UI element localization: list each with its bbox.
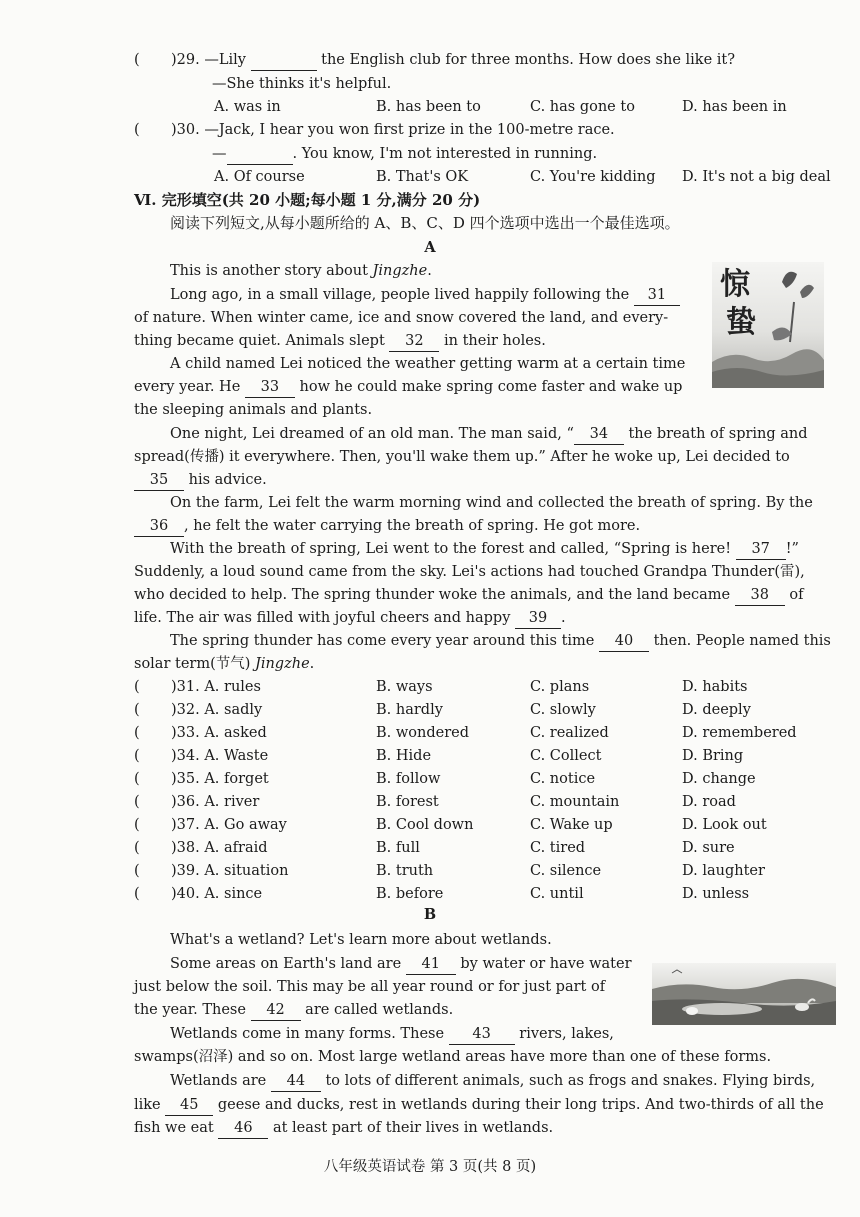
passage-b-line-4 xyxy=(134,1000,453,1021)
choice-option-d: D. deeply xyxy=(682,702,751,718)
passage-a-label: A xyxy=(424,239,436,256)
text: thing became quiet. Animals slept xyxy=(134,333,385,349)
page-footer: 八年级英语试卷 第 3 页(共 8 页) xyxy=(323,1159,537,1175)
text: who decided to help. The spring thunder woke the animals, and the land became xyxy=(134,587,731,603)
q30-option-a: A. Of course xyxy=(214,169,305,185)
choice-option-c: C. Wake up xyxy=(530,817,613,833)
q29-option-b: B. has been to xyxy=(376,99,481,115)
passage-a-line-2 xyxy=(170,285,680,306)
choice-option-a: )34. A. Waste xyxy=(171,748,269,764)
choice-paren: ( xyxy=(134,725,140,741)
choice-option-a: )38. A. afraid xyxy=(171,840,268,856)
q30-option-b: B. That's OK xyxy=(376,169,469,185)
choice-option-b: B. full xyxy=(376,840,420,856)
text: life. The air was filled with joyful cheers and happy xyxy=(134,610,511,626)
choice-option-b: B. forest xyxy=(376,794,439,810)
section-instruction: 阅读下列短文,从每小题所给的 A、B、C、D 四个选项中选出一个最佳选项。 xyxy=(170,214,680,232)
jingzhe-char-2: 蛰 xyxy=(726,305,756,340)
choice-option-d: D. Look out xyxy=(682,817,767,833)
choice-option-c: C. slowly xyxy=(530,702,596,718)
passage-a-line-11: On the farm, Lei felt the warm morning wind and collected the breath of spring. By the xyxy=(170,495,813,511)
passage-b-line-9 xyxy=(134,1118,553,1139)
passage-a-line-8 xyxy=(170,424,808,445)
choice-option-c: C. realized xyxy=(530,725,609,741)
text: . xyxy=(561,610,566,626)
passage-a-line-17 xyxy=(170,631,831,652)
passage-a-line-12 xyxy=(134,516,640,537)
choice-paren: ( xyxy=(134,840,140,856)
blank-44: 44 xyxy=(271,1071,321,1092)
text: how he could make spring come faster and wake up xyxy=(299,379,683,395)
jingzhe-illustration xyxy=(712,262,824,388)
choice-option-c: C. Collect xyxy=(530,748,602,764)
blank-36: 36 xyxy=(134,516,184,537)
passage-a-line-13 xyxy=(170,539,799,560)
text: to lots of different animals, such as frogs and snakes. Flying birds, xyxy=(325,1073,816,1089)
choice-option-c: C. tired xyxy=(530,840,586,856)
passage-b-line-3: just below the soil. This may be all year round or for just part of xyxy=(134,979,606,995)
choice-option-d: D. habits xyxy=(682,679,748,695)
choice-option-b: B. Cool down xyxy=(376,817,474,833)
text: of xyxy=(789,587,804,603)
choice-option-d: D. laughter xyxy=(682,863,765,879)
passage-a-line-1 xyxy=(170,261,432,281)
choice-option-b: B. ways xyxy=(376,679,433,695)
choice-option-c: C. plans xyxy=(530,679,590,695)
choice-option-b: B. wondered xyxy=(376,725,470,741)
choice-option-b: B. hardly xyxy=(376,702,443,718)
q29-option-d: D. has been in xyxy=(682,99,787,115)
choice-option-b: B. follow xyxy=(376,771,441,787)
passage-b-label: B xyxy=(423,906,437,923)
choice-option-d: D. road xyxy=(682,794,736,810)
choice-paren: ( xyxy=(134,817,140,833)
text: at least part of their lives in wetlands. xyxy=(272,1120,554,1136)
text: his advice. xyxy=(188,472,267,488)
text: . xyxy=(309,656,315,672)
passage-a-line-6 xyxy=(134,377,682,398)
text: in their holes. xyxy=(444,333,546,349)
choice-paren: ( xyxy=(134,794,140,810)
choice-option-c: C. mountain xyxy=(530,794,620,810)
choice-paren: ( xyxy=(134,702,140,718)
text: like xyxy=(134,1097,161,1113)
text: Wetlands are xyxy=(170,1073,267,1089)
choice-option-c: C. notice xyxy=(530,771,596,787)
wetland-illustration xyxy=(652,963,836,1025)
blank-39: 39 xyxy=(515,608,561,629)
passage-a-line-3: of nature. When winter came, ice and snow covered the land, and every- xyxy=(134,310,669,326)
q30-line1: )30. —Jack, I hear you won first prize in the 100-metre race. xyxy=(171,122,615,138)
choice-option-b: B. truth xyxy=(376,863,434,879)
q29-blank xyxy=(251,50,317,71)
passage-a-line-15 xyxy=(134,585,803,606)
q30-blank xyxy=(227,144,293,165)
passage-b-line-1: What's a wetland? Let's learn more about wetlands. xyxy=(170,932,552,948)
choice-option-a: )32. A. sadly xyxy=(171,702,263,718)
passage-b-line-8 xyxy=(134,1095,824,1116)
choice-option-b: B. Hide xyxy=(376,748,432,764)
q30-option-c: C. You're kidding xyxy=(530,169,656,185)
jingzhe-term: Jingzhe xyxy=(255,656,310,672)
text: . xyxy=(427,263,432,279)
blank-31: 31 xyxy=(634,285,680,306)
passage-a-line-16 xyxy=(134,608,566,629)
text: With the breath of spring, Lei went to the forest and called, “Spring is here! xyxy=(170,541,732,557)
text: One night, Lei dreamed of an old man. The man said, “ xyxy=(170,426,574,442)
choice-option-d: D. sure xyxy=(682,840,735,856)
blank-33: 33 xyxy=(245,377,295,398)
text: Wetlands come in many forms. These xyxy=(170,1026,445,1042)
jingzhe-term: Jingzhe xyxy=(372,263,428,279)
text: Long ago, in a small village, people lived happily following the xyxy=(170,287,630,303)
text: geese and ducks, rest in wetlands during their long trips. And two-thirds of all the xyxy=(217,1097,824,1113)
q29-line1 xyxy=(171,50,735,71)
choice-option-b: B. before xyxy=(376,886,444,902)
choice-option-d: D. unless xyxy=(682,886,750,902)
q29-stem: )29. —Lily xyxy=(171,52,246,68)
choice-option-a: )36. A. river xyxy=(171,794,260,810)
passage-a-line-14: Suddenly, a loud sound came from the sky. Lei's actions had touched Grandpa Thunder(雷), xyxy=(134,564,805,580)
blank-34: 34 xyxy=(574,424,624,445)
jingzhe-char-1: 惊 xyxy=(720,267,750,302)
q29-paren: ( xyxy=(134,52,140,68)
text: the year. These xyxy=(134,1002,246,1018)
text: fish we eat xyxy=(134,1120,214,1136)
text: !” xyxy=(785,541,799,557)
choice-option-a: )33. A. asked xyxy=(171,725,267,741)
q30-reply xyxy=(212,144,597,165)
blank-45: 45 xyxy=(165,1095,213,1116)
choice-option-a: )39. A. situation xyxy=(171,863,289,879)
passage-b-line-6: swamps(沼泽) and so on. Most large wetland areas have more than one of these forms. xyxy=(134,1049,772,1065)
text: solar term(节气) xyxy=(134,656,256,672)
text: , he felt the water carrying the breath of spring. He got more. xyxy=(184,518,641,534)
q30-paren: ( xyxy=(134,122,140,138)
passage-a-line-10 xyxy=(134,470,267,491)
blank-41: 41 xyxy=(406,954,456,975)
choice-paren: ( xyxy=(134,771,140,787)
choice-paren: ( xyxy=(134,886,140,902)
passage-b-line-5 xyxy=(170,1024,614,1045)
text: by water or have water xyxy=(460,956,632,972)
text: are called wetlands. xyxy=(305,1002,454,1018)
choice-option-a: )31. A. rules xyxy=(171,679,261,695)
passage-b-line-7 xyxy=(170,1071,815,1092)
text: Some areas on Earth's land are xyxy=(170,956,402,972)
choice-option-a: )40. A. since xyxy=(171,886,263,902)
section-title: Ⅵ. 完形填空(共 20 小题;每小题 1 分,满分 20 分) xyxy=(134,191,481,209)
blank-46: 46 xyxy=(218,1118,268,1139)
choice-option-d: D. remembered xyxy=(682,725,797,741)
q29-option-c: C. has gone to xyxy=(530,99,635,115)
choice-option-c: C. silence xyxy=(530,863,602,879)
choice-option-d: D. change xyxy=(682,771,756,787)
text: then. People named this xyxy=(653,633,831,649)
passage-a-line-9: spread(传播) it everywhere. Then, you'll wake them up.” After he woke up, Lei decided to xyxy=(134,449,790,465)
choice-option-c: C. until xyxy=(530,886,584,902)
q29-option-a: A. was in xyxy=(214,99,281,115)
wetland-illustration-art xyxy=(652,963,836,1025)
choice-paren: ( xyxy=(134,748,140,764)
passage-a-line-5: A child named Lei noticed the weather getting warm at a certain time xyxy=(170,356,686,372)
blank-38: 38 xyxy=(735,585,785,606)
choice-option-d: D. Bring xyxy=(682,748,744,764)
blank-37: 37 xyxy=(736,539,786,560)
blank-32: 32 xyxy=(389,331,439,352)
text: The spring thunder has come every year around this time xyxy=(170,633,595,649)
text: rivers, lakes, xyxy=(519,1026,614,1042)
text: every year. He xyxy=(134,379,241,395)
choice-paren: ( xyxy=(134,863,140,879)
q30-reply-text: . You know, I'm not interested in running. xyxy=(292,146,598,162)
q30-option-d: D. It's not a big deal xyxy=(682,169,831,185)
passage-a-line-4 xyxy=(134,331,546,352)
q29-reply: —She thinks it's helpful. xyxy=(212,76,392,92)
choice-option-a: )35. A. forget xyxy=(171,771,269,787)
q29-stem-after: the English club for three months. How does she like it? xyxy=(321,52,735,68)
passage-a-line-7: the sleeping animals and plants. xyxy=(134,402,373,418)
choice-paren: ( xyxy=(134,679,140,695)
blank-42: 42 xyxy=(251,1000,301,1021)
text: the breath of spring and xyxy=(628,426,808,442)
passage-a-line-18 xyxy=(134,654,314,674)
blank-40: 40 xyxy=(599,631,649,652)
passage-b-line-2 xyxy=(170,954,632,975)
blank-35: 35 xyxy=(134,470,184,491)
text: This is another story about xyxy=(170,263,373,279)
q30-reply-dash: — xyxy=(212,146,227,162)
choice-option-a: )37. A. Go away xyxy=(171,817,287,833)
blank-43: 43 xyxy=(449,1024,515,1045)
